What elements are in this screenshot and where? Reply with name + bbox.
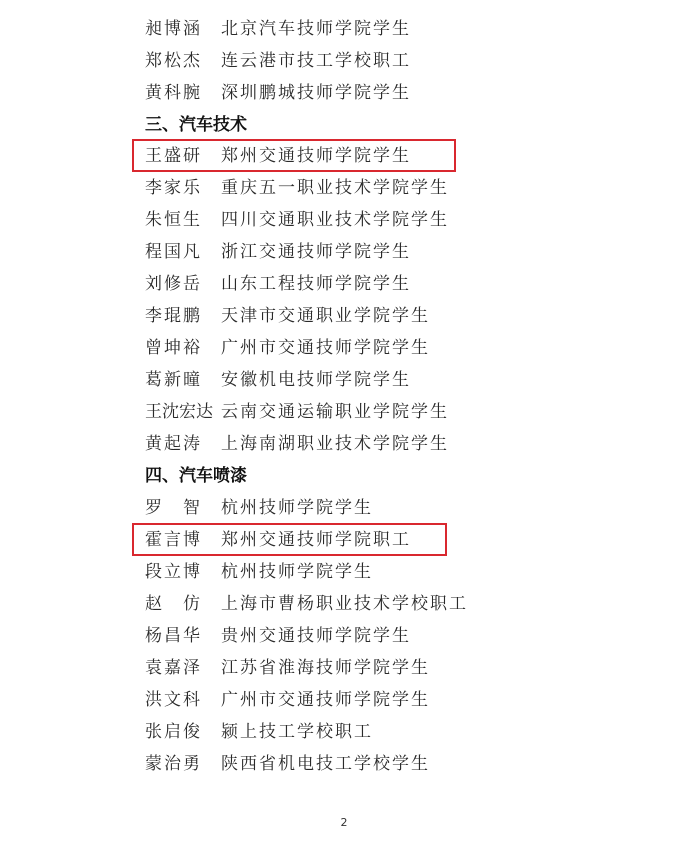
section-heading: 三、汽车技术 [145,115,247,135]
person-affiliation: 深圳鹏城技师学院学生 [221,83,411,103]
person-affiliation: 上海市曹杨职业技术学校职工 [221,594,468,614]
list-item [145,396,449,428]
person-affiliation: 天津市交通职业学院学生 [221,306,430,326]
person-name: 张启俊 [145,722,202,742]
person-affiliation: 颍上技工学校职工 [221,722,373,742]
person-affiliation: 郑州交通技师学院学生 [221,146,411,166]
person-name: 霍言博 [145,530,202,550]
person-name: 洪文科 [145,690,202,710]
person-affiliation: 江苏省淮海技师学院学生 [221,658,430,678]
person-affiliation: 广州市交通技师学院学生 [221,690,430,710]
person-name: 杨昌华 [145,626,202,646]
list-item [145,428,449,460]
person-affiliation: 重庆五一职业技术学院学生 [221,178,449,198]
list-item [145,45,411,77]
person-name: 王盛研 [145,146,202,166]
person-affiliation: 陕西省机电技工学校学生 [221,754,430,774]
person-affiliation: 云南交通运输职业学院学生 [221,402,449,422]
list-item [145,556,373,588]
person-name: 黄起涛 [145,434,202,454]
person-affiliation: 郑州交通技师学院职工 [221,530,411,550]
person-affiliation: 浙江交通技师学院学生 [221,242,411,262]
person-name: 罗 智 [145,498,202,518]
person-name: 段立博 [145,562,202,582]
person-affiliation: 安徽机电技师学院学生 [221,370,411,390]
list-item [145,524,411,556]
person-name: 程国凡 [145,242,202,262]
list-item [145,716,373,748]
person-name: 刘修岳 [145,274,202,294]
list-item [145,77,411,109]
person-name: 赵 仿 [145,594,202,614]
person-name: 郑松杰 [145,51,202,71]
list-item [145,620,411,652]
person-affiliation: 广州市交通技师学院学生 [221,338,430,358]
person-name: 李家乐 [145,178,202,198]
page-number: 2 [340,816,348,829]
person-affiliation: 杭州技师学院学生 [221,562,373,582]
list-item [145,364,411,396]
person-name: 葛新曈 [145,370,202,390]
list-item [145,204,449,236]
person-name: 李琨鹏 [145,306,202,326]
person-affiliation: 杭州技师学院学生 [221,498,373,518]
section-heading: 四、汽车喷漆 [145,466,247,486]
person-name: 朱恒生 [145,210,202,230]
list-item [145,332,430,364]
list-item [145,588,468,620]
list-item [145,652,430,684]
list-item [145,268,411,300]
list-item [145,684,430,716]
person-affiliation: 上海南湖职业技术学院学生 [221,434,449,454]
person-name: 曾坤裕 [145,338,202,358]
list-item [145,172,449,204]
person-affiliation: 连云港市技工学校职工 [221,51,411,71]
person-affiliation: 北京汽车技师学院学生 [221,19,411,39]
list-item [145,300,430,332]
person-affiliation: 贵州交通技师学院学生 [221,626,411,646]
person-name: 昶博涵 [145,19,202,39]
list-item [145,748,430,780]
list-item [145,13,411,45]
list-item [145,492,373,524]
person-name: 王沈宏达 [145,402,213,422]
person-name: 蒙治勇 [145,754,202,774]
person-name: 黄科腕 [145,83,202,103]
person-name: 袁嘉泽 [145,658,202,678]
list-item [145,236,411,268]
person-affiliation: 山东工程技师学院学生 [221,274,411,294]
list-item [145,140,411,172]
person-affiliation: 四川交通职业技术学院学生 [221,210,449,230]
